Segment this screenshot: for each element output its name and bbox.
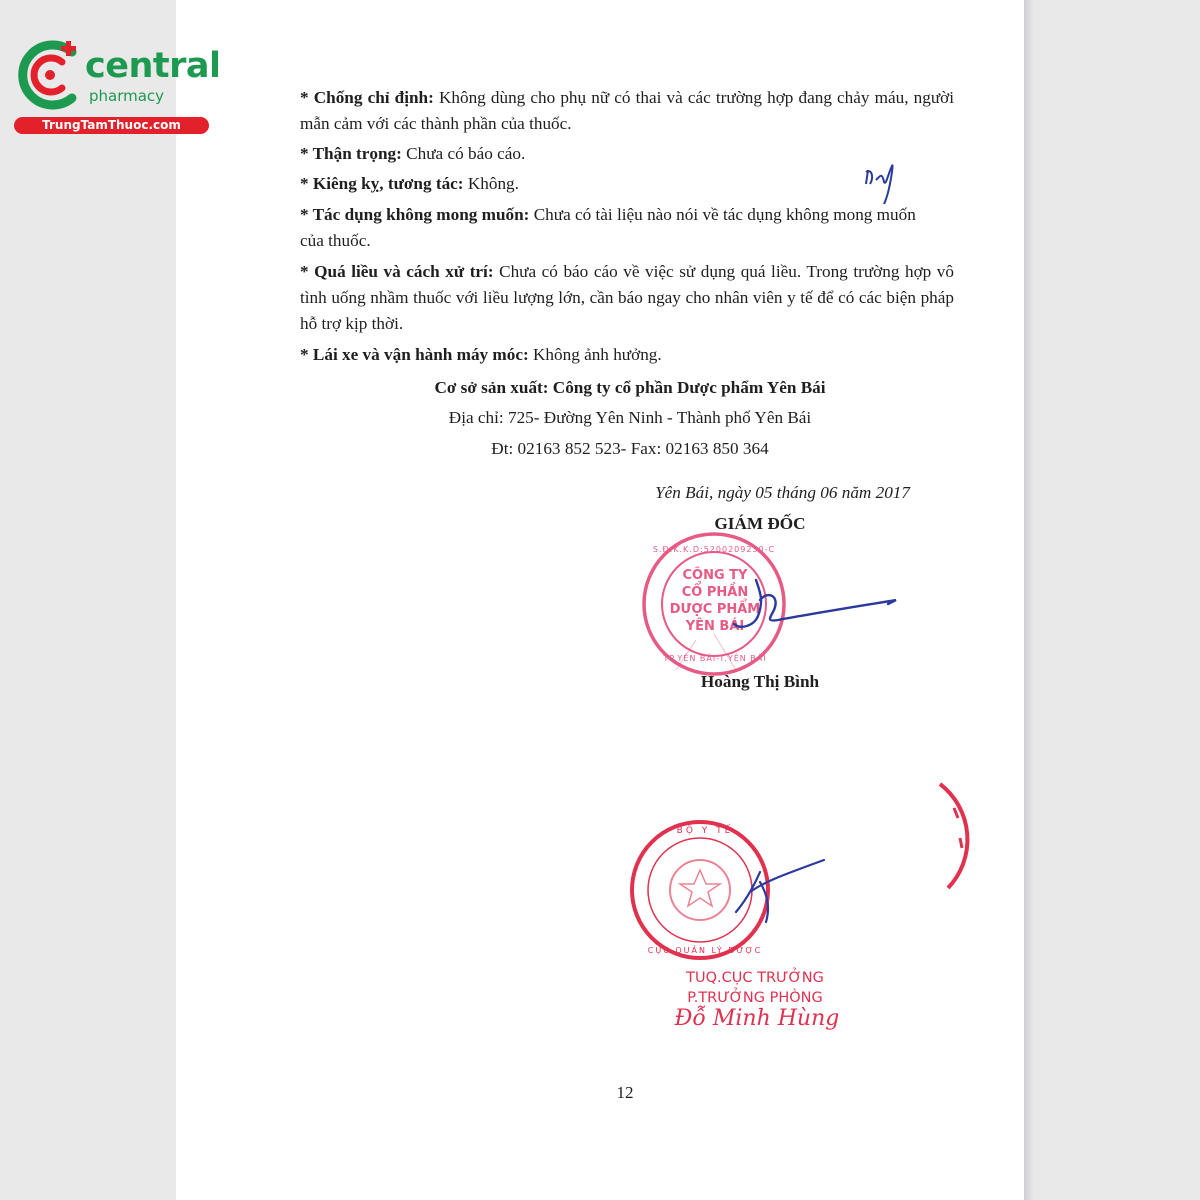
manufacturer-label: Cơ sở sản xuất: [434, 378, 543, 397]
official-signature-icon: [720, 852, 830, 932]
section-text: Chưa có báo cáo về việc sử dụng quá liều. Trong trường hợp vô tình uống nhầm thuốc với liều lượng lớn, cần báo ngay cho nhân viên y tế để có các biện pháp hỗ trợ kịp thời.: [300, 262, 954, 333]
ministry-signer-block: [660, 968, 850, 1008]
initials-mark: [858, 152, 918, 210]
brand-url: TrungTamThuoc.com: [14, 117, 209, 134]
section-text: Không.: [463, 174, 519, 193]
section-text: Chưa có báo cáo.: [401, 144, 526, 163]
section-text: Không ảnh hưởng.: [528, 345, 662, 364]
stamp-line: DƯỢC PHẨM: [669, 602, 761, 617]
ministry-stamp-ring-bottom: CỤC QUẢN LÝ DƯỢC: [647, 946, 763, 955]
manufacturer-line: [270, 375, 990, 401]
brand-subtitle: pharmacy: [89, 87, 165, 105]
section-label: * Thận trọng:: [300, 144, 402, 163]
page-number: 12: [616, 1083, 634, 1102]
section-interactions: [300, 171, 954, 197]
manufacturer-name: : Công ty cổ phần Dược phẩm Yên Bái: [542, 378, 826, 397]
manufacturer-address: Địa chỉ: 725- Đường Yên Ninh - Thành phố Yên Bái: [448, 408, 812, 427]
company-stamp-ring-bottom: TP.YÊN BÁI-T.YÊN BÁI: [663, 654, 767, 663]
company-stamp-ring-top: S.Đ.K.K.D:5200209230-C: [652, 545, 776, 554]
section-text: Không dùng cho phụ nữ có thai và các trường hợp đang chảy máu, người mẫn cảm với các thành phần của thuốc.: [300, 88, 955, 133]
section-side-effects: [300, 202, 940, 254]
page-edge-shadow: [1024, 0, 1034, 1200]
brand-name: central: [85, 46, 221, 86]
section-label: * Tác dụng không mong muốn:: [300, 205, 530, 224]
ministry-signer-name: Đỗ Minh Hùng: [674, 1006, 840, 1031]
stamp-line: YÊN BÁI: [685, 619, 745, 634]
ministry-title-2: P.TRƯỞNG PHÒNG: [687, 990, 823, 1006]
signer-name: Hoàng Thị Bình: [700, 672, 820, 691]
partial-stamp-icon: [930, 778, 990, 898]
stamp-line: CỔ PHẦN: [681, 585, 749, 600]
ministry-stamp-ring-top: BỘ Y TẾ: [676, 826, 734, 836]
director-signature-icon: [720, 570, 910, 650]
section-overdose: [300, 259, 954, 337]
date-line: Yên Bái, ngày 05 tháng 06 năm 2017: [655, 483, 910, 502]
section-text: Chưa có tài liệu nào nói về tác dụng không mong muốn của thuốc.: [300, 205, 916, 250]
section-label: * Kiêng kỵ, tương tác:: [300, 174, 464, 193]
section-contraindications: [300, 85, 954, 137]
section-precautions: [300, 141, 954, 167]
signer-title: GIÁM ĐỐC: [714, 514, 806, 533]
section-label: * Lái xe và vận hành máy móc:: [300, 345, 529, 364]
manufacturer-phone: Đt: 02163 852 523- Fax: 02163 850 364: [491, 439, 769, 458]
section-driving: [300, 342, 954, 368]
section-label: * Quá liều và cách xử trí:: [300, 262, 494, 281]
ministry-title-1: TUQ.CỤC TRƯỞNG: [686, 970, 824, 986]
stamp-line: CÔNG TY: [682, 568, 748, 583]
section-label: * Chống chỉ định:: [300, 88, 434, 107]
